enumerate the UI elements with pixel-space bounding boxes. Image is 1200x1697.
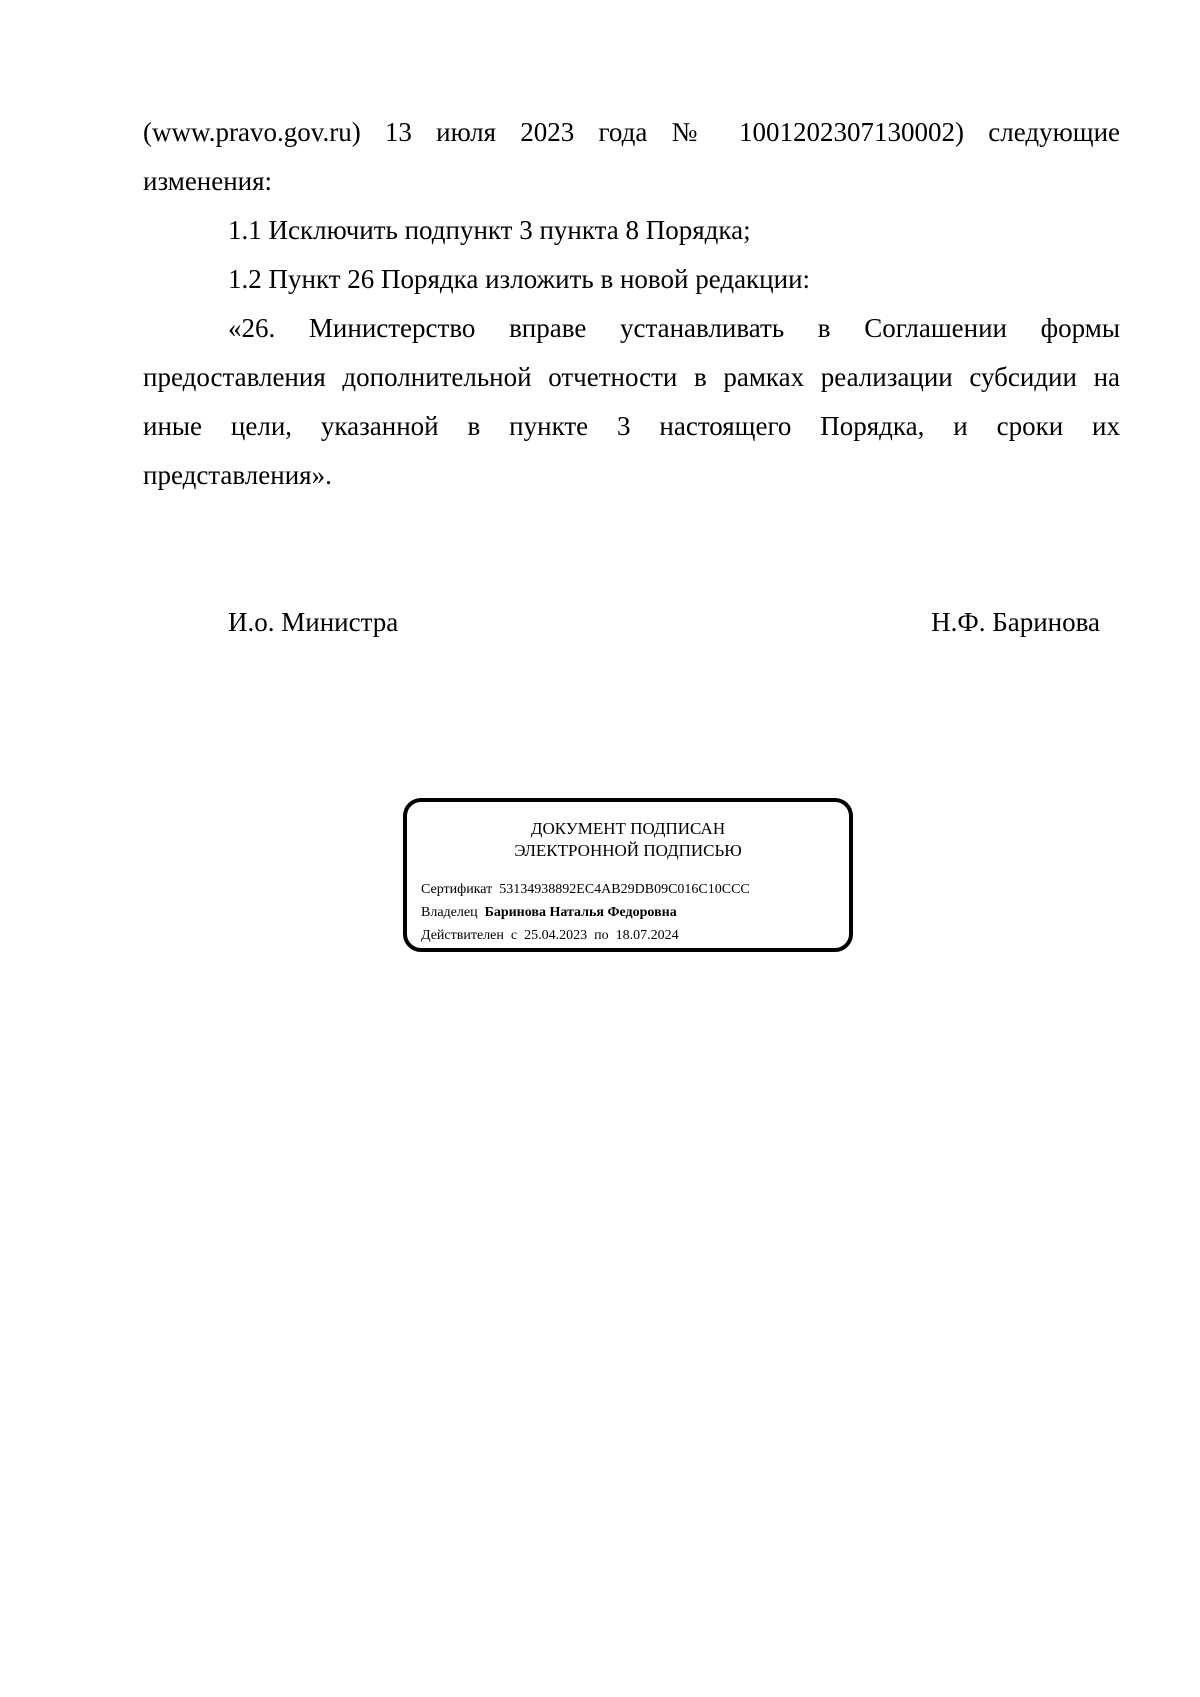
stamp-owner <box>421 903 677 923</box>
stamp-certificate <box>421 880 750 900</box>
certificate-label: Сертификат <box>421 882 493 897</box>
certificate-value: 53134938892EC4AB29DB09C016C10CCC <box>499 882 750 897</box>
quote-line-1: «26. Министерство вправе устанавливать в Соглашении формы <box>228 313 1120 343</box>
valid-from-prefix: с <box>510 928 518 943</box>
signatory-name: Н.Ф. Баринова <box>931 607 1100 637</box>
intro-line-1: (www.pravo.gov.ru) 13 июля 2023 года № 1001202307130002) следующие <box>143 117 1120 147</box>
quote-line-2: предоставления дополнительной отчетности в рамках реализации субсидии на <box>143 362 1120 392</box>
quote-line-4: представления». <box>143 460 332 490</box>
owner-label: Владелец <box>421 905 478 920</box>
valid-to-prefix: по <box>594 928 609 943</box>
stamp-title-line-2: ЭЛЕКТРОННОЙ ПОДПИСЬЮ <box>514 841 742 860</box>
valid-to-date: 18.07.2024 <box>615 928 679 943</box>
stamp-validity <box>421 926 679 946</box>
owner-value: Баринова Наталья Федоровна <box>484 905 677 920</box>
quote-line-3: иные цели, указанной в пункте 3 настоящего Порядка, и сроки их <box>143 411 1120 441</box>
item-1-1: 1.1 Исключить подпункт 3 пункта 8 Порядка; <box>228 215 751 245</box>
electronic-signature-stamp <box>403 798 853 952</box>
quote-paragraph <box>143 304 1120 500</box>
validity-label: Действителен <box>421 928 504 943</box>
signatory-position: И.о. Министра <box>228 607 399 637</box>
stamp-title-line-1: ДОКУМЕНТ ПОДПИСАН <box>530 819 726 838</box>
item-1-2: 1.2 Пункт 26 Порядка изложить в новой редакции: <box>228 264 811 294</box>
valid-from-date: 25.04.2023 <box>524 928 588 943</box>
signature-block <box>228 598 1100 647</box>
intro-line-2: изменения: <box>143 166 273 196</box>
